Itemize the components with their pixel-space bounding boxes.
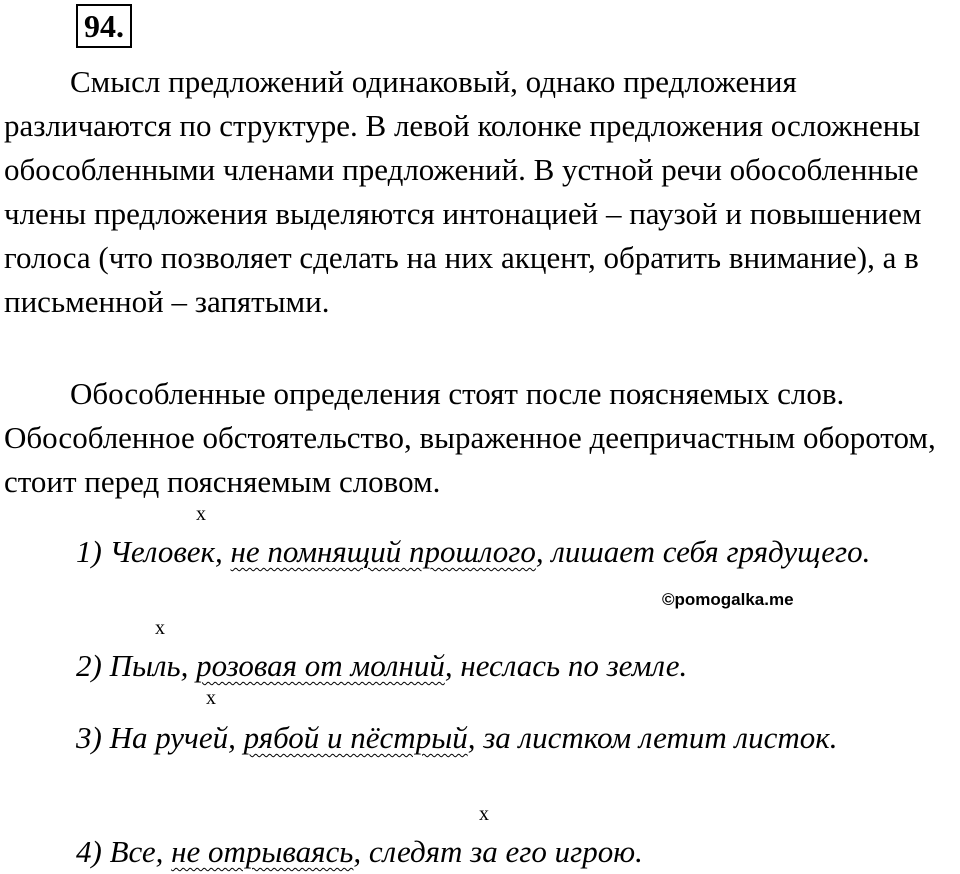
underlined-phrase: рябой и пёстрый [243,720,468,755]
watermark: ©pomogalka.me [662,590,794,609]
paragraph-explanation: Смысл предложений одинаковый, однако предложения различаются по структуре. В левой колонке предложения осложнены обособленными членами предложений. В устной речи обособленные члены предложения выделяются интонацией – паузой и повышением голоса (что позволяет сделать на них акцент, обратить внимание), а в письменной – запятыми. [4,64,922,319]
example-sentence-1 [4,530,958,574]
exercise-number: 94. [76,4,132,48]
example-text: 1) Человек, [76,534,231,569]
example-sentence-2 [4,644,958,688]
underlined-phrase: не отрываясь [171,834,354,869]
example-sentence-4 [4,830,958,874]
underlined-phrase: не помнящий прошлого [230,534,536,569]
cross-mark: х [155,617,165,639]
example-text: , лишает себя грядущего. [535,534,871,569]
example-text: 4) Все, [76,834,172,869]
example-text: 2) Пыль, [76,648,197,683]
paragraph-rules: Обособленные определения стоят после поясняемых слов. Обособленное обстоятельство, выраженное деепричастным оборотом, стоит перед поясняемым словом. [4,376,936,499]
example-text: 3) На ручей, [76,720,244,755]
cross-mark: х [196,503,206,525]
underlined-phrase: розовая от молний [196,648,445,683]
example-sentence-3 [4,716,958,760]
example-text: , следят за его игрою. [353,834,643,869]
cross-mark: х [479,803,489,825]
cross-mark: х [206,687,216,709]
example-text: , за листком летит листок. [467,720,838,755]
example-text: , неслась по земле. [444,648,688,683]
